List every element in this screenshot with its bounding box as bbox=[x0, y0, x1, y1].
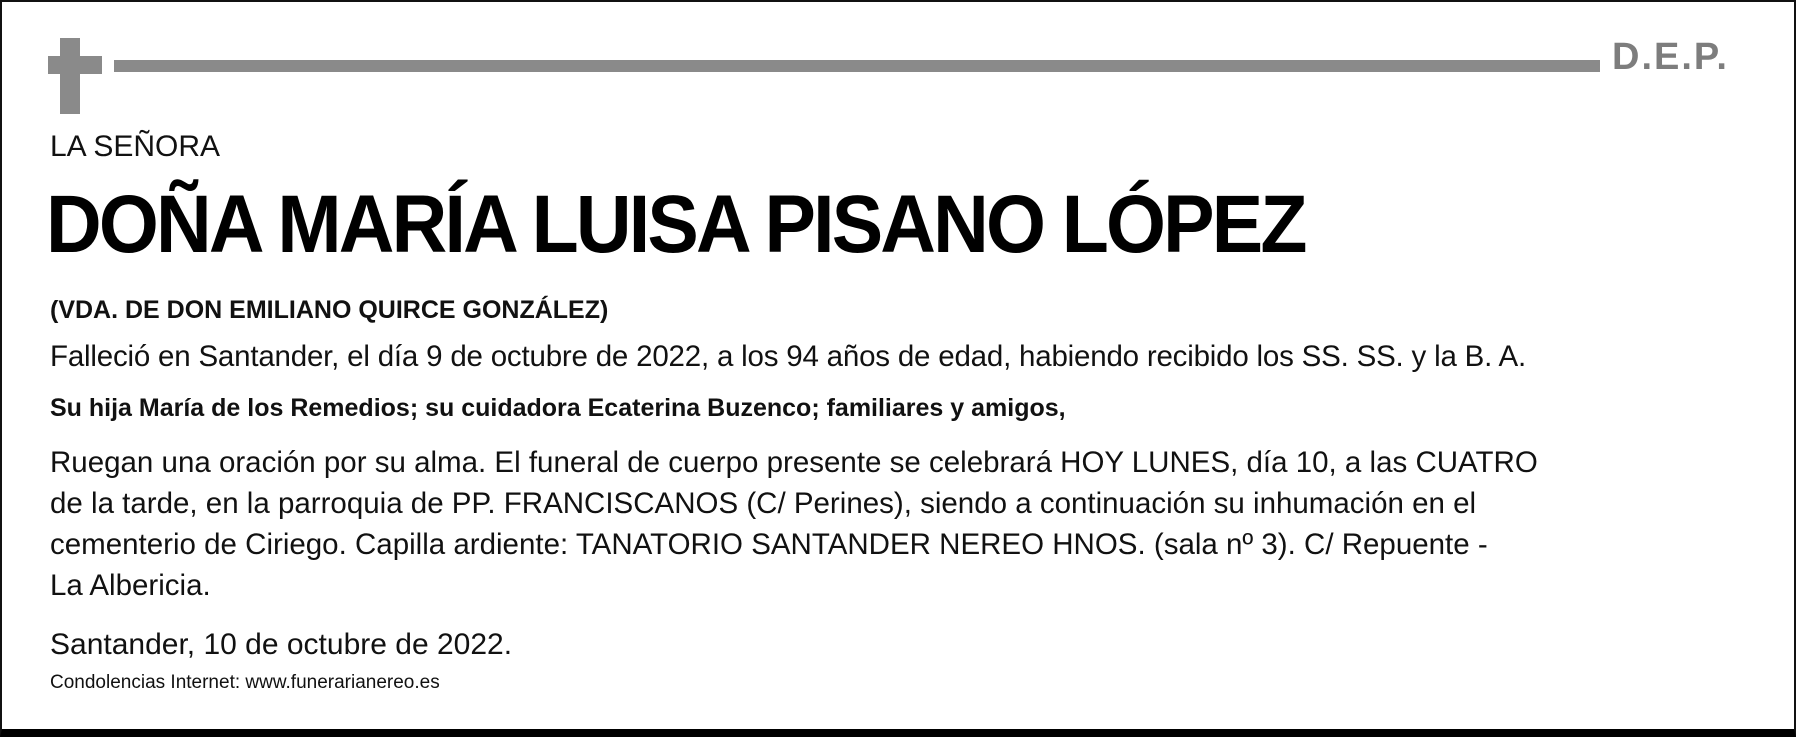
family-members: Su hija María de los Remedios; su cuidadora Ecaterina Buzenco; familiares y amigos, bbox=[50, 394, 1066, 422]
funeral-details-line: de la tarde, en la parroquia de PP. FRANCISCANOS (C/ Perines), siendo a continuación su inhumación en el bbox=[50, 487, 1477, 520]
salutation: LA SEÑORA bbox=[50, 130, 221, 163]
funeral-details-line: Ruegan una oración por su alma. El funeral de cuerpo presente se celebrará HOY LUNES, día 10, a las CUATRO bbox=[50, 446, 1538, 479]
dep-label: D.E.P. bbox=[1612, 36, 1729, 78]
death-details: Falleció en Santander, el día 9 de octubre de 2022, a los 94 años de edad, habiendo recibido los SS. SS. y la B. A. bbox=[50, 340, 1526, 373]
funeral-details-line: La Albericia. bbox=[50, 569, 211, 602]
funeral-details bbox=[50, 442, 1710, 606]
funeral-details-line: cementerio de Ciriego. Capilla ardiente: TANATORIO SANTANDER NEREO HNOS. (sala nº 3). C/ Repuente - bbox=[50, 528, 1488, 561]
deceased-name: DOÑA MARÍA LUISA PISANO LÓPEZ bbox=[46, 179, 1305, 270]
header-rule bbox=[114, 60, 1600, 72]
latin-cross-icon-crossbar bbox=[48, 56, 102, 74]
place-date: Santander, 10 de octubre de 2022. bbox=[50, 628, 513, 661]
latin-cross-icon bbox=[60, 38, 80, 114]
widow-of: (VDA. DE DON EMILIANO QUIRCE GONZÁLEZ) bbox=[50, 296, 609, 324]
condolences-link[interactable]: Condolencias Internet: www.funerarianereo.es bbox=[50, 672, 440, 693]
